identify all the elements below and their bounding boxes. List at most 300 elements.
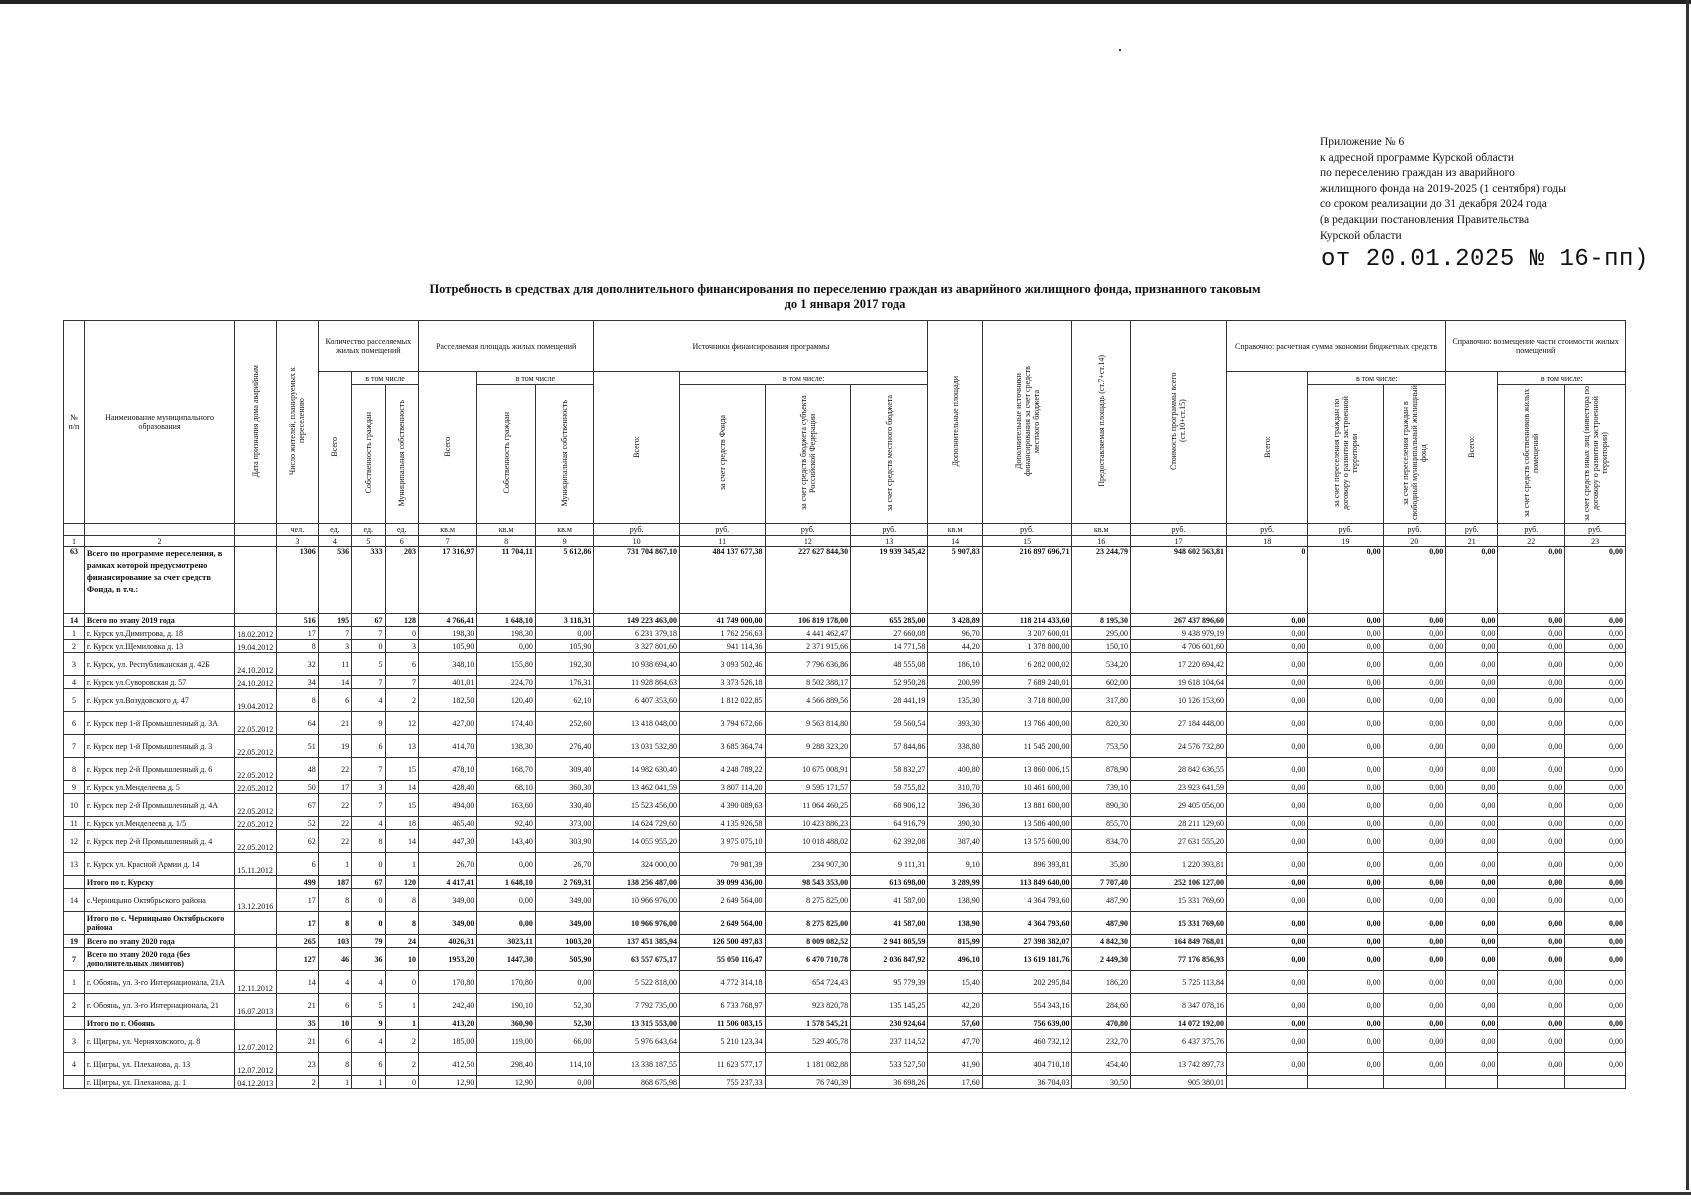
row-value: 39 099 436,00 — [679, 876, 765, 889]
header-num: № п/п — [64, 321, 85, 524]
header-sources: Источники финансирования программы — [594, 321, 928, 372]
row-value: 10 126 153,60 — [1130, 689, 1226, 712]
row-value: 0,00 — [535, 627, 593, 640]
row-name: г. Курск ул.Суворовская д. 57 — [84, 676, 234, 689]
header-refund: Справочно: возмещение части стоимости жилых помещений — [1446, 321, 1626, 372]
row-value: 13 031 532,80 — [594, 735, 680, 758]
row-value: 8 — [276, 640, 318, 653]
row-value: 127 — [276, 948, 318, 971]
header-savings-contract: за счет переселения граждан по договору о развитии застроенной территории — [1308, 385, 1383, 524]
row-value: 1 762 256,63 — [679, 627, 765, 640]
row-value: 0,00 — [1226, 971, 1307, 994]
row-value: 505,90 — [535, 948, 593, 971]
row-value: 0,00 — [1226, 781, 1307, 794]
header-refund-other: за счет средств иных лиц (инвестора по договору о развитии застроенной территории) — [1565, 385, 1626, 524]
row-date: 12.11.2012 — [235, 971, 277, 994]
row-number — [64, 1017, 85, 1030]
row-value: 4 842,30 — [1072, 935, 1130, 948]
column-number-cell: 11 — [679, 536, 765, 547]
row-value: 6 — [352, 735, 385, 758]
row-value: 0,00 — [1498, 712, 1565, 735]
row-value: 32 — [276, 653, 318, 676]
row-value: 0,00 — [1383, 614, 1446, 627]
unit-cell: чел. — [276, 524, 318, 536]
row-value: 0,00 — [1383, 627, 1446, 640]
row-value: 52 950,28 — [851, 676, 928, 689]
row-value: 0,00 — [1226, 614, 1307, 627]
row-value: 1 648,10 — [477, 876, 535, 889]
row-value: 0 — [1226, 547, 1307, 614]
row-value: 3 289,99 — [928, 876, 982, 889]
row-value: 1 — [385, 1017, 418, 1030]
row-value: 3 093 502,46 — [679, 653, 765, 676]
table-row — [64, 876, 1626, 889]
row-name: г. Щигры, ул. Черняховского, д. 8 — [84, 1030, 234, 1053]
row-value: 4 390 089,63 — [679, 794, 765, 817]
row-value: 4 417,41 — [418, 876, 476, 889]
row-value: 0 — [385, 971, 418, 994]
row-value: 0,00 — [1565, 971, 1626, 994]
row-value: 0,00 — [1498, 689, 1565, 712]
row-value: 27 398 382,07 — [982, 935, 1072, 948]
row-value: 3023,11 — [477, 935, 535, 948]
row-value: 0,00 — [1498, 1017, 1565, 1030]
row-value: 5 725 113,84 — [1130, 971, 1226, 994]
row-value: 192,30 — [535, 653, 593, 676]
table-row — [64, 889, 1626, 912]
row-value: 3 — [385, 640, 418, 653]
row-value: 0,00 — [1308, 712, 1383, 735]
row-value: 1953,20 — [418, 948, 476, 971]
column-number-cell: 6 — [385, 536, 418, 547]
row-value: 203 — [385, 547, 418, 614]
row-value: 7 — [385, 676, 418, 689]
row-name: г. Курск пер 1-й Промышленный д. 3А — [84, 712, 234, 735]
column-number-cell: 2 — [84, 536, 234, 547]
row-value: 23 923 641,59 — [1130, 781, 1226, 794]
row-value: 0,00 — [1498, 889, 1565, 912]
row-value: 0,00 — [1308, 781, 1383, 794]
row-value: 0 — [385, 627, 418, 640]
row-value: 284,60 — [1072, 994, 1130, 1017]
row-value: 13 881 600,00 — [982, 794, 1072, 817]
row-value: 176,31 — [535, 676, 593, 689]
row-value: 4 364 793,60 — [982, 889, 1072, 912]
row-date — [235, 1017, 277, 1030]
row-value: 10 — [385, 948, 418, 971]
row-value: 186,20 — [1072, 971, 1130, 994]
table-row — [64, 653, 1626, 676]
unit-cell: руб. — [1226, 524, 1307, 536]
column-number-cell: 21 — [1446, 536, 1498, 547]
row-number: 14 — [64, 889, 85, 912]
row-value: 66,00 — [535, 1030, 593, 1053]
row-value: 30,50 — [1072, 1076, 1130, 1089]
column-number-cell: 9 — [535, 536, 593, 547]
row-value: 135 145,25 — [851, 994, 928, 1017]
column-number-cell: 8 — [477, 536, 535, 547]
resolution-stamp: от 20.01.2025 № 16-пп) — [1321, 246, 1649, 273]
row-value: 15,40 — [928, 971, 982, 994]
row-name: г. Обоянь, ул. 3-го Интернационала, 21А — [84, 971, 234, 994]
row-value: 3 327 801,60 — [594, 640, 680, 653]
row-number: 12 — [64, 830, 85, 853]
scan-speck — [1119, 49, 1121, 51]
row-value: 15 523 456,00 — [594, 794, 680, 817]
row-name: с.Черницыно Октябрьского района — [84, 889, 234, 912]
appendix-line: (в редакции постановления Правительства — [1320, 213, 1530, 226]
unit-cell: руб. — [982, 524, 1072, 536]
row-name: г. Курск пер 2-й Промышленный д. 6 — [84, 758, 234, 781]
row-value: 348,10 — [418, 653, 476, 676]
row-name: г. Щигры, ул. Плеханова, д. 13 — [84, 1053, 234, 1076]
row-value: 8 — [318, 889, 351, 912]
row-value: 654 724,43 — [765, 971, 851, 994]
row-value: 0,00 — [1446, 1017, 1498, 1030]
row-value: 2 — [385, 1053, 418, 1076]
row-value: 0,00 — [1383, 712, 1446, 735]
row-value: 36 698,26 — [851, 1076, 928, 1089]
row-value: 138,30 — [477, 735, 535, 758]
row-value: 41,90 — [928, 1053, 982, 1076]
column-number-cell: 16 — [1072, 536, 1130, 547]
row-value: 0,00 — [1446, 758, 1498, 781]
row-value: 34 — [276, 676, 318, 689]
row-date: 18.02.2012 — [235, 627, 277, 640]
row-value: 1 — [385, 853, 418, 876]
row-value: 64 916,79 — [851, 817, 928, 830]
row-value: 4 — [352, 971, 385, 994]
row-value: 1447,30 — [477, 948, 535, 971]
row-value: 0,00 — [1565, 640, 1626, 653]
row-value: 276,40 — [535, 735, 593, 758]
row-value: 0 — [352, 640, 385, 653]
header-area-citizens: Собственность граждан — [477, 385, 535, 524]
row-value: 105,90 — [535, 640, 593, 653]
row-value: 0,00 — [1226, 627, 1307, 640]
row-value: 8 — [385, 889, 418, 912]
row-value: 7 — [352, 676, 385, 689]
unit-cell: руб. — [765, 524, 851, 536]
row-value: 0,00 — [477, 889, 535, 912]
row-name: Итого по г. Курску — [84, 876, 234, 889]
document-title — [250, 282, 1440, 312]
row-value: 3 — [318, 640, 351, 653]
row-value: 103 — [318, 935, 351, 948]
header-fund: за счет средств Фонда — [679, 385, 765, 524]
header-rooms: Количество расселяемых жилых помещений — [318, 321, 418, 372]
row-value: 137 451 385,94 — [594, 935, 680, 948]
row-value: 890,30 — [1072, 794, 1130, 817]
row-value: 174,40 — [477, 712, 535, 735]
row-date: 13.12.2016 — [235, 889, 277, 912]
row-value: 1 — [352, 1076, 385, 1089]
row-value: 484 137 677,38 — [679, 547, 765, 614]
row-value: 27 631 555,20 — [1130, 830, 1226, 853]
column-number-cell: 19 — [1308, 536, 1383, 547]
row-value: 0,00 — [1446, 627, 1498, 640]
unit-cell: руб. — [1383, 524, 1446, 536]
row-number: 2 — [64, 994, 85, 1017]
row-value: 0,00 — [1446, 948, 1498, 971]
row-value: 554 343,16 — [982, 994, 1072, 1017]
row-value: 8 — [318, 912, 351, 935]
row-value: 0,00 — [1498, 676, 1565, 689]
row-value: 739,10 — [1072, 781, 1130, 794]
row-value: 0,00 — [1383, 912, 1446, 935]
table-row — [64, 758, 1626, 781]
financing-table-container — [63, 320, 1626, 1089]
header-area-incl: в том числе — [477, 372, 594, 385]
row-date: 22.05.2012 — [235, 817, 277, 830]
row-value: 2 649 564,00 — [679, 889, 765, 912]
row-value: 349,00 — [418, 889, 476, 912]
row-name: г. Курск ул. Красной Армии д. 14 — [84, 853, 234, 876]
row-value: 19 — [318, 735, 351, 758]
row-value: 428,40 — [418, 781, 476, 794]
row-value: 227 627 844,30 — [765, 547, 851, 614]
row-date: 19.04.2012 — [235, 640, 277, 653]
row-value: 230 924,64 — [851, 1017, 928, 1030]
row-number: 8 — [64, 758, 85, 781]
row-value: 0,00 — [1308, 830, 1383, 853]
row-number: 4 — [64, 1053, 85, 1076]
row-name: Итого по с. Черницыно Октябрьского района — [84, 912, 234, 935]
row-value: 10 675 008,91 — [765, 758, 851, 781]
row-value: 878,90 — [1072, 758, 1130, 781]
row-value: 0,00 — [1498, 1053, 1565, 1076]
row-value: 28 842 636,55 — [1130, 758, 1226, 781]
unit-cell-empty — [235, 524, 277, 536]
row-value: 10 966 976,00 — [594, 889, 680, 912]
row-value: 4 248 789,22 — [679, 758, 765, 781]
row-name: г. Курск пер 2-й Промышленный д. 4А — [84, 794, 234, 817]
row-date: 22.05.2012 — [235, 735, 277, 758]
row-value: 8 — [385, 912, 418, 935]
header-area: Расселяемая площадь жилых помещений — [418, 321, 593, 372]
row-value: 3 975 075,10 — [679, 830, 765, 853]
row-value: 27 660,08 — [851, 627, 928, 640]
row-value: 21 — [276, 994, 318, 1017]
row-name: г. Курск, ул. Республиканская д. 42Б — [84, 653, 234, 676]
row-value: 0,00 — [1565, 653, 1626, 676]
row-value: 393,30 — [928, 712, 982, 735]
row-value: 0,00 — [1565, 712, 1626, 735]
appendix-line: со сроком реализации до 31 декабря 2024 года — [1320, 198, 1547, 211]
row-value: 59 560,54 — [851, 712, 928, 735]
header-extra-area: Дополнительные площади — [928, 321, 982, 524]
unit-cell: ед. — [352, 524, 385, 536]
row-value: 0,00 — [1565, 781, 1626, 794]
row-value: 15 — [385, 794, 418, 817]
row-value: 126 500 497,83 — [679, 935, 765, 948]
row-value: 143,40 — [477, 830, 535, 853]
row-date — [235, 948, 277, 971]
column-number-cell: 5 — [352, 536, 385, 547]
row-value: 0,00 — [1308, 547, 1383, 614]
row-value: 0,00 — [1446, 640, 1498, 653]
row-value: 202 295,84 — [982, 971, 1072, 994]
header-date: Дата признания дома аварийным — [235, 321, 277, 524]
row-value: 390,30 — [928, 817, 982, 830]
row-value: 36 — [352, 948, 385, 971]
row-value: 19 939 345,42 — [851, 547, 928, 614]
row-value: 18 — [385, 817, 418, 830]
row-value: 128 — [385, 614, 418, 627]
row-value: 941 114,36 — [679, 640, 765, 653]
row-value: 0,00 — [1226, 1053, 1307, 1076]
row-value: 0,00 — [1226, 948, 1307, 971]
row-value: 13 766 400,00 — [982, 712, 1072, 735]
row-value: 330,40 — [535, 794, 593, 817]
unit-cell: руб. — [1130, 524, 1226, 536]
row-value: 52 — [276, 817, 318, 830]
row-value: 6 — [318, 689, 351, 712]
table-row — [64, 794, 1626, 817]
row-value: 4 — [352, 1030, 385, 1053]
bottom-border — [0, 1192, 1691, 1195]
row-value: 1 578 545,21 — [765, 1017, 851, 1030]
header-extra-sources: Дополнительные источники финансирования за счет средств местного бюджета — [982, 321, 1072, 524]
row-value: 48 555,08 — [851, 653, 928, 676]
row-value: 414,70 — [418, 735, 476, 758]
row-value: 22 — [318, 794, 351, 817]
row-value: 198,30 — [477, 627, 535, 640]
row-value: 198,30 — [418, 627, 476, 640]
row-value: 59 755,82 — [851, 781, 928, 794]
row-value: 465,40 — [418, 817, 476, 830]
row-value: 0,00 — [1498, 758, 1565, 781]
row-value: 79 981,39 — [679, 853, 765, 876]
row-value: 0,00 — [1498, 781, 1565, 794]
row-value: 17 — [276, 912, 318, 935]
row-value: 295,00 — [1072, 627, 1130, 640]
table-row — [64, 640, 1626, 653]
row-name: г. Курск ул.Щемиловка д. 13 — [84, 640, 234, 653]
row-value: 6 — [318, 1030, 351, 1053]
column-number-cell: 12 — [765, 536, 851, 547]
row-date — [235, 876, 277, 889]
row-value: 27 184 448,00 — [1130, 712, 1226, 735]
right-border — [1686, 0, 1689, 1190]
row-value: 0,00 — [1308, 935, 1383, 948]
row-value: 170,80 — [477, 971, 535, 994]
row-date: 22.05.2012 — [235, 781, 277, 794]
row-value: 0,00 — [1446, 1030, 1498, 1053]
row-value: 138,90 — [928, 912, 982, 935]
row-value: 0,00 — [1226, 653, 1307, 676]
row-value: 14 — [385, 781, 418, 794]
row-value: 0,00 — [1498, 794, 1565, 817]
row-value: 10 461 600,00 — [982, 781, 1072, 794]
header-savings-incl: в том числе: — [1308, 372, 1446, 385]
row-value: 0,00 — [1383, 935, 1446, 948]
header-savings: Справочно: расчетная сумма экономии бюджетных средств — [1226, 321, 1445, 372]
row-value: 0,00 — [1446, 653, 1498, 676]
row-value: 67 — [352, 876, 385, 889]
row-value: 17 — [318, 781, 351, 794]
row-value: 6 — [276, 853, 318, 876]
unit-cell: кв.м — [535, 524, 593, 536]
row-value: 22 — [318, 830, 351, 853]
row-value: 105,90 — [418, 640, 476, 653]
row-value: 8 — [352, 830, 385, 853]
column-number-cell: 14 — [928, 536, 982, 547]
row-value: 155,80 — [477, 653, 535, 676]
row-number: 7 — [64, 735, 85, 758]
row-value: 0 — [352, 889, 385, 912]
row-value: 98 543 353,00 — [765, 876, 851, 889]
row-value: 6 — [318, 994, 351, 1017]
row-value: 0,00 — [1308, 876, 1383, 889]
row-value: 0,00 — [1308, 676, 1383, 689]
row-value: 0 — [352, 912, 385, 935]
row-date: 22.05.2012 — [235, 794, 277, 817]
row-number: 63 — [64, 547, 85, 614]
row-value: 2 — [385, 1030, 418, 1053]
row-value: 0,00 — [1565, 830, 1626, 853]
row-value: 0,00 — [1383, 1053, 1446, 1076]
row-value: 0,00 — [1446, 935, 1498, 948]
row-value: 0,00 — [1226, 640, 1307, 653]
row-value: 42,20 — [928, 994, 982, 1017]
row-value: 3 807 114,20 — [679, 781, 765, 794]
row-value: 0,00 — [1308, 912, 1383, 935]
row-value: 0,00 — [1383, 547, 1446, 614]
row-value: 57 844,86 — [851, 735, 928, 758]
row-value: 138 256 487,00 — [594, 876, 680, 889]
row-value: 470,80 — [1072, 1017, 1130, 1030]
appendix-note — [1320, 135, 1660, 244]
row-value: 28 441,19 — [851, 689, 928, 712]
row-value: 1 378 800,00 — [982, 640, 1072, 653]
row-value: 119,00 — [477, 1030, 535, 1053]
row-value: 309,40 — [535, 758, 593, 781]
row-value: 92,40 — [477, 817, 535, 830]
unit-cell: руб. — [1308, 524, 1383, 536]
unit-cell-empty — [64, 524, 85, 536]
row-value: 387,40 — [928, 830, 982, 853]
row-value: 186,10 — [928, 653, 982, 676]
unit-cell: кв.м — [477, 524, 535, 536]
row-value: 26,70 — [535, 853, 593, 876]
row-value: 237 114,52 — [851, 1030, 928, 1053]
units-row — [64, 524, 1626, 536]
row-value: 67 — [352, 614, 385, 627]
row-date: 24.10.2012 — [235, 653, 277, 676]
row-value: 0,00 — [1383, 794, 1446, 817]
row-value: 401,01 — [418, 676, 476, 689]
row-value: 731 704 867,10 — [594, 547, 680, 614]
table-body — [64, 547, 1626, 1089]
row-value: 242,40 — [418, 994, 476, 1017]
row-value: 0,00 — [1446, 971, 1498, 994]
row-value: 4 566 889,56 — [765, 689, 851, 712]
unit-cell-empty — [84, 524, 234, 536]
row-value: 9 438 979,19 — [1130, 627, 1226, 640]
row-value: 349,00 — [535, 912, 593, 935]
row-value: 0,00 — [1446, 735, 1498, 758]
row-value: 232,70 — [1072, 1030, 1130, 1053]
row-value: 4 135 926,58 — [679, 817, 765, 830]
row-value: 13 315 553,00 — [594, 1017, 680, 1030]
row-value: 0,00 — [1565, 994, 1626, 1017]
row-value: 820,30 — [1072, 712, 1130, 735]
row-value: 6 — [352, 1053, 385, 1076]
row-value: 7 — [318, 627, 351, 640]
row-value: 22 — [318, 817, 351, 830]
row-value: 349,00 — [535, 889, 593, 912]
